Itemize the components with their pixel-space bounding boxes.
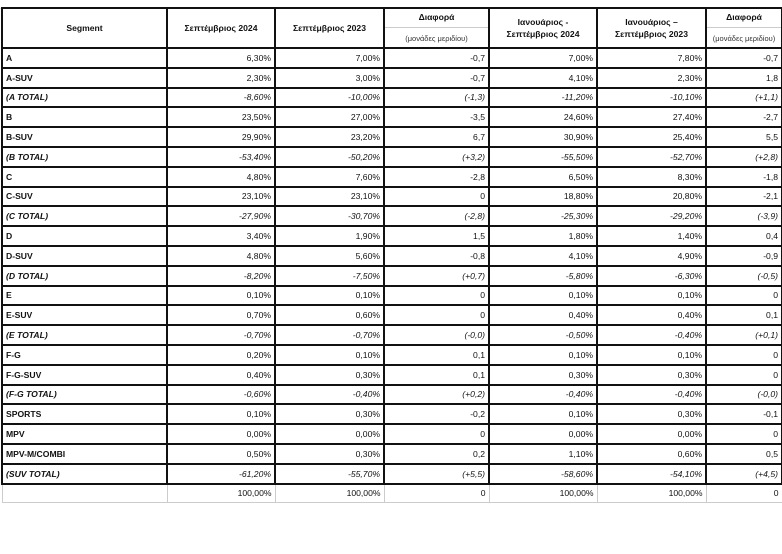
value-cell: -29,20% <box>597 206 706 226</box>
value-cell: 27,40% <box>597 107 706 127</box>
value-cell: 4,80% <box>167 246 275 266</box>
value-cell: 1,8 <box>706 68 782 88</box>
value-cell: -0,40% <box>597 325 706 345</box>
subtotal-row <box>2 206 782 226</box>
segment-share-table <box>1 7 782 503</box>
subtotal-row <box>2 266 782 286</box>
value-cell: -0,60% <box>167 385 275 405</box>
value-cell: -30,70% <box>275 206 384 226</box>
value-cell: 7,00% <box>489 48 597 68</box>
value-cell: -27,90% <box>167 206 275 226</box>
segment-cell: E-SUV <box>2 305 167 325</box>
table-row <box>2 305 782 325</box>
segment-cell: (C TOTAL) <box>2 206 167 226</box>
value-cell: -61,20% <box>167 464 275 484</box>
subtotal-row <box>2 147 782 167</box>
value-cell: (-3,9) <box>706 206 782 226</box>
value-cell: 30,90% <box>489 127 597 147</box>
value-cell: 1,5 <box>384 226 489 246</box>
value-cell: -0,1 <box>706 404 782 424</box>
value-cell: 0,40% <box>167 365 275 385</box>
value-cell: 0,00% <box>275 424 384 444</box>
subtotal-row <box>2 464 782 484</box>
value-cell: (-0,0) <box>384 325 489 345</box>
value-cell: 0,30% <box>275 404 384 424</box>
value-cell: -25,30% <box>489 206 597 226</box>
table-row <box>2 187 782 207</box>
value-cell: 0,30% <box>597 404 706 424</box>
value-cell: 1,90% <box>275 226 384 246</box>
value-cell: 0,5 <box>706 444 782 464</box>
value-cell: 7,80% <box>597 48 706 68</box>
value-cell: -52,70% <box>597 147 706 167</box>
value-cell: 20,80% <box>597 187 706 207</box>
value-cell: 5,5 <box>706 127 782 147</box>
header-diff-label: Διαφορά <box>418 12 455 22</box>
segment-cell: A <box>2 48 167 68</box>
segment-cell: A-SUV <box>2 68 167 88</box>
header-diff-ytd <box>706 8 782 48</box>
value-cell: -10,00% <box>275 88 384 108</box>
value-cell: -0,9 <box>706 246 782 266</box>
header-diff-month <box>384 8 489 48</box>
segment-cell: (SUV TOTAL) <box>2 464 167 484</box>
value-cell: -54,10% <box>597 464 706 484</box>
value-cell: -8,60% <box>167 88 275 108</box>
value-cell: (+5,5) <box>384 464 489 484</box>
value-cell: 0,30% <box>275 365 384 385</box>
segment-cell: MPV <box>2 424 167 444</box>
value-cell: -0,40% <box>489 385 597 405</box>
value-cell: 4,90% <box>597 246 706 266</box>
table-row <box>2 286 782 306</box>
value-cell: (-2,8) <box>384 206 489 226</box>
segment-cell: (D TOTAL) <box>2 266 167 286</box>
table-row <box>2 404 782 424</box>
value-cell: 0,1 <box>384 365 489 385</box>
header-sep-2024: Σεπτέμβριος 2024 <box>167 8 275 48</box>
value-cell: 0 <box>706 345 782 365</box>
value-cell: 1,80% <box>489 226 597 246</box>
value-cell: 0,30% <box>275 444 384 464</box>
table-row <box>2 167 782 187</box>
table-row <box>2 127 782 147</box>
value-cell: (-0,5) <box>706 266 782 286</box>
value-cell: -5,80% <box>489 266 597 286</box>
segment-cell: (E TOTAL) <box>2 325 167 345</box>
value-cell: (+0,7) <box>384 266 489 286</box>
value-cell: 4,10% <box>489 68 597 88</box>
value-cell: 0,70% <box>167 305 275 325</box>
value-cell: -0,7 <box>384 48 489 68</box>
value-cell: 7,00% <box>275 48 384 68</box>
value-cell: -10,10% <box>597 88 706 108</box>
value-cell: -0,7 <box>384 68 489 88</box>
value-cell: -0,70% <box>167 325 275 345</box>
value-cell: 0,2 <box>384 444 489 464</box>
value-cell: 0,30% <box>489 365 597 385</box>
value-cell: 1,10% <box>489 444 597 464</box>
segment-cell: F-G <box>2 345 167 365</box>
value-cell: -3,5 <box>384 107 489 127</box>
segment-cell: B-SUV <box>2 127 167 147</box>
value-cell: 4,80% <box>167 167 275 187</box>
segment-cell: E <box>2 286 167 306</box>
value-cell: -55,50% <box>489 147 597 167</box>
table-row <box>2 48 782 68</box>
value-cell: 2,30% <box>597 68 706 88</box>
value-cell: -0,7 <box>706 48 782 68</box>
header-sep-2023: Σεπτέμβριος 2023 <box>275 8 384 48</box>
value-cell: 23,50% <box>167 107 275 127</box>
header-diff-sub: (μονάδες μεριδίου) <box>707 27 781 45</box>
value-cell: 24,60% <box>489 107 597 127</box>
segment-cell: D <box>2 226 167 246</box>
value-cell: -2,8 <box>384 167 489 187</box>
value-cell: (+4,5) <box>706 464 782 484</box>
value-cell: 0,00% <box>167 424 275 444</box>
value-cell: 0,00% <box>597 424 706 444</box>
value-cell: 0,10% <box>597 345 706 365</box>
value-cell: 0,00% <box>489 424 597 444</box>
value-cell: 0,10% <box>489 286 597 306</box>
segment-cell: C-SUV <box>2 187 167 207</box>
value-cell: -8,20% <box>167 266 275 286</box>
value-cell: 0 <box>706 365 782 385</box>
value-cell: 0,60% <box>275 305 384 325</box>
value-cell: 23,10% <box>275 187 384 207</box>
table-row <box>2 107 782 127</box>
segment-cell: (B TOTAL) <box>2 147 167 167</box>
value-cell: 0,1 <box>384 345 489 365</box>
value-cell: 4,10% <box>489 246 597 266</box>
value-cell: 3,40% <box>167 226 275 246</box>
value-cell: 0 <box>384 286 489 306</box>
value-cell: (+0,1) <box>706 325 782 345</box>
value-cell: -55,70% <box>275 464 384 484</box>
value-cell: 18,80% <box>489 187 597 207</box>
value-cell: -0,8 <box>384 246 489 266</box>
value-cell: -0,40% <box>275 385 384 405</box>
value-cell: (+2,8) <box>706 147 782 167</box>
value-cell: (+0,2) <box>384 385 489 405</box>
value-cell: 0,10% <box>167 286 275 306</box>
value-cell: (-0,0) <box>706 385 782 405</box>
value-cell: 5,60% <box>275 246 384 266</box>
segment-cell: B <box>2 107 167 127</box>
value-cell: -0,40% <box>597 385 706 405</box>
value-cell: 1,40% <box>597 226 706 246</box>
value-cell: 0,50% <box>167 444 275 464</box>
value-cell: 100,00% <box>275 484 384 503</box>
segment-cell: C <box>2 167 167 187</box>
segment-cell <box>2 484 167 503</box>
value-cell: -0,70% <box>275 325 384 345</box>
header-diff-sub: (μονάδες μεριδίου) <box>385 27 488 45</box>
table-row <box>2 424 782 444</box>
value-cell: -7,50% <box>275 266 384 286</box>
header-diff-label: Διαφορά <box>726 12 762 22</box>
value-cell: 6,30% <box>167 48 275 68</box>
value-cell: 0,10% <box>489 345 597 365</box>
value-cell: (+1,1) <box>706 88 782 108</box>
value-cell: 0 <box>384 305 489 325</box>
header-ytd-2023: Ιανουάριος – Σεπτέμβριος 2023 <box>597 8 706 48</box>
table-row <box>2 226 782 246</box>
value-cell: 3,00% <box>275 68 384 88</box>
table-row <box>2 365 782 385</box>
subtotal-row <box>2 325 782 345</box>
value-cell: -2,1 <box>706 187 782 207</box>
value-cell: 2,30% <box>167 68 275 88</box>
value-cell: 7,60% <box>275 167 384 187</box>
value-cell: 0 <box>384 187 489 207</box>
header-segment: Segment <box>2 8 167 48</box>
value-cell: 0 <box>706 424 782 444</box>
value-cell: 0,20% <box>167 345 275 365</box>
value-cell: 23,10% <box>167 187 275 207</box>
value-cell: 0,1 <box>706 305 782 325</box>
value-cell: 27,00% <box>275 107 384 127</box>
value-cell: 0 <box>706 484 782 503</box>
value-cell: -2,7 <box>706 107 782 127</box>
segment-cell: (A TOTAL) <box>2 88 167 108</box>
segment-cell: D-SUV <box>2 246 167 266</box>
value-cell: 25,40% <box>597 127 706 147</box>
value-cell: 0,30% <box>597 365 706 385</box>
table-row <box>2 345 782 365</box>
value-cell: 0 <box>384 424 489 444</box>
value-cell: 0,40% <box>597 305 706 325</box>
value-cell: 0,4 <box>706 226 782 246</box>
value-cell: 6,50% <box>489 167 597 187</box>
segment-cell: (F-G TOTAL) <box>2 385 167 405</box>
value-cell: 100,00% <box>597 484 706 503</box>
table-body <box>2 48 782 503</box>
value-cell: -0,50% <box>489 325 597 345</box>
value-cell: 0,10% <box>489 404 597 424</box>
table-row <box>2 68 782 88</box>
value-cell: -0,2 <box>384 404 489 424</box>
header-ytd-2024: Ιανουάριος - Σεπτέμβριος 2024 <box>489 8 597 48</box>
value-cell: 0 <box>706 286 782 306</box>
grand-total-row <box>2 484 782 503</box>
value-cell: 0,10% <box>275 286 384 306</box>
table-row <box>2 246 782 266</box>
value-cell: -58,60% <box>489 464 597 484</box>
value-cell: 0,10% <box>275 345 384 365</box>
value-cell: 100,00% <box>489 484 597 503</box>
value-cell: -1,8 <box>706 167 782 187</box>
segment-cell: F-G-SUV <box>2 365 167 385</box>
header-row <box>2 8 782 48</box>
value-cell: 23,20% <box>275 127 384 147</box>
value-cell: 0,60% <box>597 444 706 464</box>
value-cell: -6,30% <box>597 266 706 286</box>
value-cell: 29,90% <box>167 127 275 147</box>
value-cell: 0,10% <box>597 286 706 306</box>
subtotal-row <box>2 385 782 405</box>
table-row <box>2 444 782 464</box>
value-cell: 0 <box>384 484 489 503</box>
value-cell: -11,20% <box>489 88 597 108</box>
value-cell: 8,30% <box>597 167 706 187</box>
value-cell: 0,10% <box>167 404 275 424</box>
value-cell: 6,7 <box>384 127 489 147</box>
value-cell: (+3,2) <box>384 147 489 167</box>
segment-cell: MPV-M/COMBI <box>2 444 167 464</box>
value-cell: 100,00% <box>167 484 275 503</box>
value-cell: -53,40% <box>167 147 275 167</box>
value-cell: (-1,3) <box>384 88 489 108</box>
value-cell: -50,20% <box>275 147 384 167</box>
subtotal-row <box>2 88 782 108</box>
segment-cell: SPORTS <box>2 404 167 424</box>
value-cell: 0,40% <box>489 305 597 325</box>
